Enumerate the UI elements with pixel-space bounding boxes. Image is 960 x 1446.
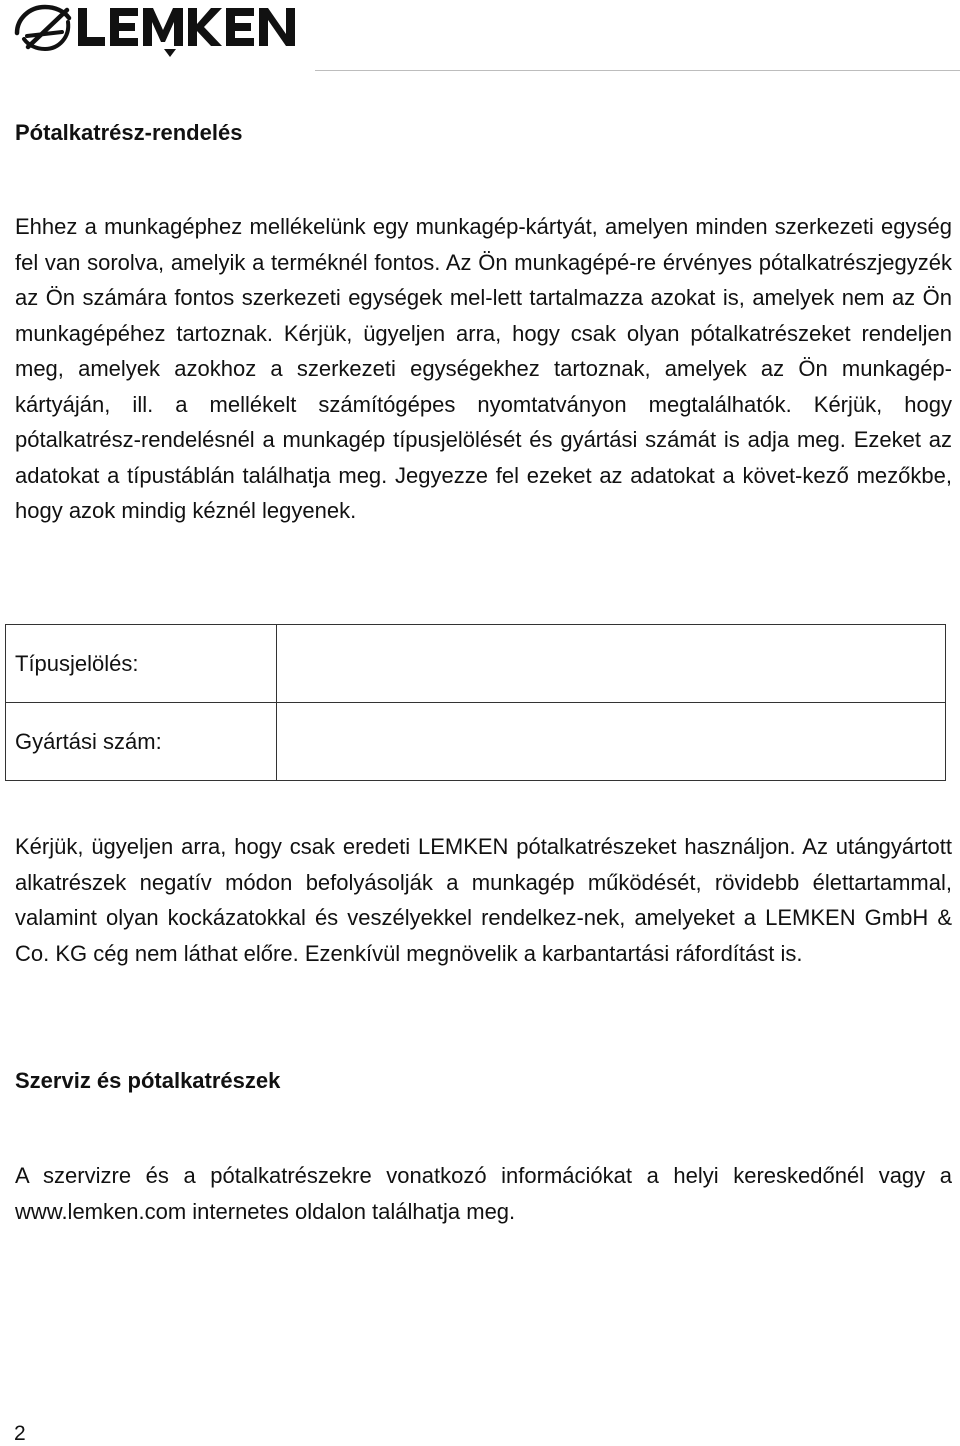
section-title-service: Szerviz és pótalkatrészek xyxy=(15,1068,281,1093)
header-rule xyxy=(315,70,960,71)
page-header xyxy=(0,0,960,74)
serial-number-value-field[interactable] xyxy=(277,703,946,781)
lemken-emblem-icon xyxy=(17,7,69,49)
service-paragraph: A szervizre és a pótalkatrészekre vonatkozó információkat a helyi kereskedőnél vagy a www.lemken.com internetes oldalon találhatja meg. xyxy=(15,1163,952,1224)
serial-number-label: Gyártási szám: xyxy=(6,703,277,781)
lemken-wordmark xyxy=(78,8,295,57)
lemken-logo xyxy=(14,2,304,58)
serial-row xyxy=(6,703,946,781)
original-parts-paragraph: Kérjük, ügyeljen arra, hogy csak eredeti LEMKEN pótalkatrészeket használjon. Az utángyártott alkatrészek negatív módon befolyásolják a munkagép működését, rövidebb élettartammal, valamint olyan kockázatokkal és veszélyekkel rendelkez-nek, amelyeket a LEMKEN GmbH & Co. KG cég nem láthat előre. Ezenkívül megnövelik a karbantartási ráfordítást is. xyxy=(15,834,952,966)
page-number: 2 xyxy=(14,1422,26,1445)
type-row xyxy=(6,625,946,703)
spare-parts-order-paragraph: Ehhez a munkagéphez mellékelünk egy munkagép-kártyát, amelyen minden szerkezeti egység fel van sorolva, amelyik a terméknél fontos. Az Ön munkagépé-re érvényes pótalkatrészjegyzék az Ön számára fontos szerkezeti egységek mel-lett tartalmazza azokat is, amelyek nem az Ön munkagépéhez tartoznak. Kérjük, ügyeljen arra, hogy csak olyan pótalkatrészeket rendeljen meg, amelyek azokhoz a szerkezeti egységekhez tartoznak, amelyek az Ön munkagép-kártyáján, ill. a mellékelt számítógépes nyomtatványon megtalálhatók. Kérjük, hogy pótalkatrész-rendelésnél a munkagép típusjelölését és gyártási számát is adja meg. Ezeket az adatokat a típustáblán találhatja meg. Jegyezze fel ezeket az adatokat a követ-kező mezőkbe, hogy azok mindig kéznél legyenek. xyxy=(15,214,952,523)
section-title-spare-parts-order: Pótalkatrész-rendelés xyxy=(15,120,243,145)
type-label: Típusjelölés: xyxy=(6,625,277,703)
type-value-field[interactable] xyxy=(277,625,946,703)
machine-info-table xyxy=(5,624,946,781)
